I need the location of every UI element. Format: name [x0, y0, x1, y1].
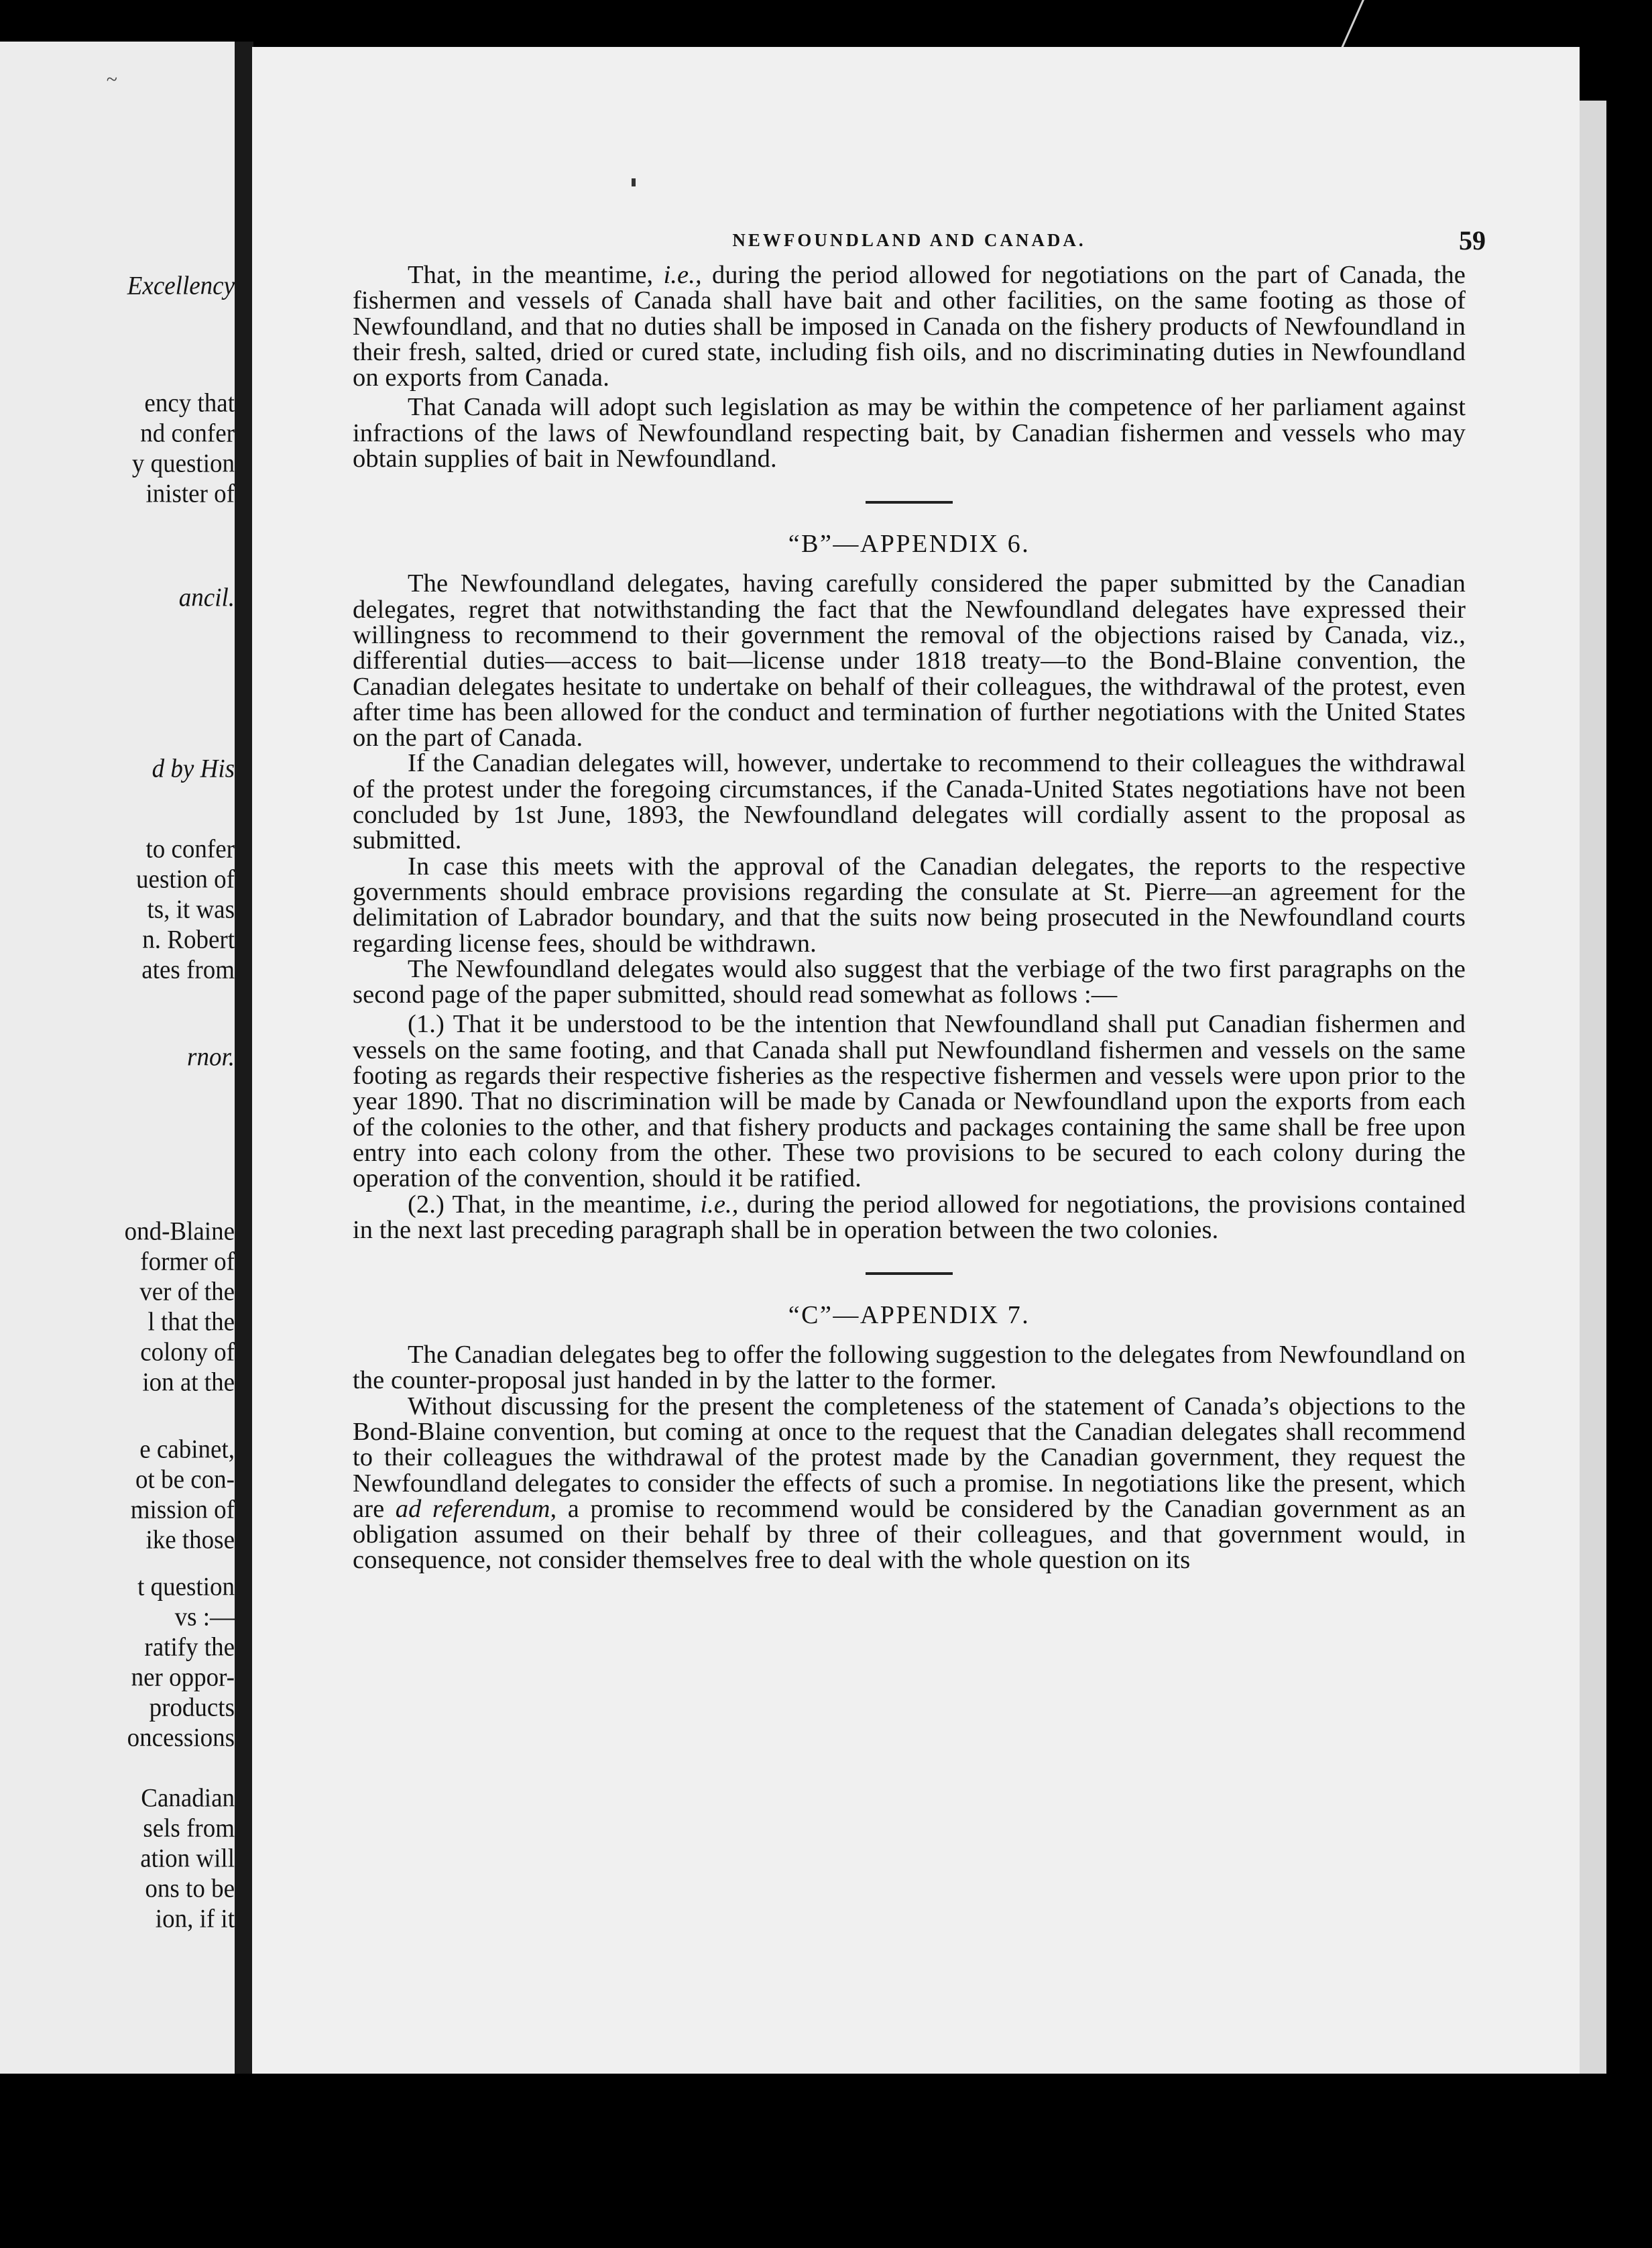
page-content: [353, 225, 1486, 1575]
left-page-fragment: y question: [131, 449, 235, 478]
left-page-fragment: ver of the: [139, 1277, 235, 1306]
appendix-7-section: [353, 1300, 1466, 1573]
left-page-fragment: rnor.: [187, 1042, 235, 1072]
appendix-7-heading: “C”—APPENDIX 7.: [788, 1301, 1030, 1330]
left-page-fragment: ion, if it: [155, 1904, 235, 1933]
left-page-fragment: t question: [137, 1572, 235, 1601]
left-page-fragment: d by His: [152, 754, 235, 783]
left-page-fragment: oncessions: [127, 1723, 235, 1752]
appendix-6-heading: “B”—APPENDIX 6.: [788, 530, 1030, 559]
page-edge: [1580, 101, 1606, 2074]
intro-section: [353, 262, 1466, 471]
appendix-7-paragraph: Without discussing for the present the completeness of the statement of Canada’s objections to the Bond-Blaine convention, but coming at once to the request that the Canadian delegates shall recommend to their colleagues the withdrawal of the protest made by the Canadian government, they request the Newfoundland delegates to consider the effects of such a promise. In negotiations like the present, which are ad referendum, a promise to recommend would be considered by the Canadian government as an obligation assumed on their behalf by three of their colleagues, and that government would, in consequence, not consider themselves free to deal with the whole question on its: [353, 1392, 1466, 1575]
section-divider: [866, 1272, 953, 1275]
appendix-6-paragraph: In case this meets with the approval of the Canadian delegates, the reports to the respective governments should embrace provisions regarding the consulate at St. Pierre—an agreement for the delimitation of Labrador boundary, and that the suits now being prosecuted in the Newfoundland courts regarding license fees, should be withdrawn.: [353, 852, 1466, 958]
scan-speck: [632, 178, 636, 186]
page-gutter: [235, 42, 253, 2074]
left-page-fragment: former of: [140, 1247, 235, 1276]
left-page-fragment: inister of: [145, 479, 235, 508]
left-page-fragment: ates from: [141, 955, 235, 985]
left-page-fragment: ner oppor-: [131, 1663, 235, 1692]
section-divider: [866, 501, 953, 504]
left-page-mark: ~: [106, 68, 117, 91]
appendix-6-section: [353, 529, 1466, 1243]
appendix-6-paragraph: The Newfoundland delegates would also suggest that the verbiage of the two first paragraphs on the second page of the paper submitted, should read somewhat as follows :—: [353, 954, 1466, 1009]
left-page-fragment: nd confer: [140, 418, 235, 448]
left-page-fragment: vs :—: [174, 1602, 235, 1632]
left-page-fragment: ts, it was: [147, 895, 235, 924]
right-page: [252, 47, 1580, 2074]
left-page-fragment: ion at the: [142, 1367, 235, 1397]
appendix-6-paragraph: The Newfoundland delegates, having carefully considered the paper submitted by the Canadian delegates, regret that notwithstanding the fact that the Newfoundland delegates have expressed their willingness to recommend to their government the removal of the objections raised by Canada, viz., differential duties—access to bait—license under 1818 treaty—to the Bond-Blaine convention, the Canadian delegates hesitate to undertake on behalf of their colleagues, the withdrawal of the protest, even after time has been allowed for the conduct and termination of further negotiations with the United States on the part of Canada.: [353, 569, 1466, 752]
left-page-fragment: Canadian: [141, 1783, 235, 1813]
left-page-fragment: ons to be: [145, 1874, 235, 1903]
appendix-6-paragraph: If the Canadian delegates will, however, undertake to recommend to their colleagues the withdrawal of the protest under the foregoing circumstances, if the Canada-United States negotiations have not been concluded by 1st June, 1893, the Newfoundland delegates will cordially assent to the proposal as submitted.: [353, 749, 1466, 855]
appendix-6-numbered-item: (1.) That it be understood to be the intention that Newfoundland shall put Canadian fishermen and vessels on the same footing, and that Canada shall put Newfoundland fishermen and vessels on the same footing as regards their respective fisheries as the respective fishermen and vessels were upon prior to the year 1890. That no discrimination will be made by Canada or Newfoundland upon the exports from each of the colonies to the other, and that fishery products and packages containing the same shall be free upon entry into each colony from the other. These two provisions to be secured to each colony during the operation of the convention, should it be ratified.: [353, 1010, 1466, 1193]
left-page-fragment: ation will: [140, 1844, 235, 1873]
running-head: [353, 225, 1486, 260]
left-page-fragment: mission of: [130, 1495, 235, 1524]
appendix-7-paragraph: The Canadian delegates beg to offer the following suggestion to the delegates from Newfoundland on the counter-proposal just handed in by the latter to the former.: [353, 1341, 1466, 1395]
left-page-fragment: ratify the: [144, 1632, 235, 1662]
running-head-title: NEWFOUNDLAND AND CANADA.: [732, 230, 1086, 250]
left-page-fragment: products: [149, 1693, 235, 1722]
left-page-fragment: uestion of: [136, 864, 235, 894]
left-page-fragment: l that the: [148, 1307, 235, 1337]
left-page-fragment: ond-Blaine: [124, 1217, 235, 1246]
intro-paragraph: That Canada will adopt such legislation as may be within the competence of her parliament against infractions of the laws of Newfoundland respecting bait, by Canadian fishermen and vessels who may obtain supplies of bait in Newfoundland.: [353, 393, 1466, 473]
left-page-fragment: e cabinet,: [139, 1435, 235, 1464]
left-page-fragment: ancil.: [178, 583, 235, 612]
left-page-fragment: ot be con-: [135, 1465, 235, 1494]
left-page-fragment: ike those: [145, 1525, 235, 1555]
appendix-6-numbered-item: (2.) That, in the meantime, i.e., during the period allowed for negotiations, the provisions contained in the next last preceding paragraph shall be in operation between the two colonies.: [353, 1190, 1466, 1244]
left-page-fragment: colony of: [140, 1337, 235, 1367]
left-page: [0, 42, 235, 2074]
left-page-fragment: Excellency: [127, 271, 235, 300]
left-page-fragment: n. Robert: [142, 925, 235, 954]
left-page-fragment: to confer: [145, 834, 235, 864]
left-page-fragment: sels from: [143, 1813, 235, 1843]
page-number: 59: [1459, 225, 1486, 256]
intro-paragraph: That, in the meantime, i.e., during the period allowed for negotiations on the part of Canada, the fishermen and vessels of Canada shall have bait and other facilities, on the same footing as those of Newfoundland, and that no duties shall be imposed in Canada on the fishery products of Newfoundland in their fresh, salted, dried or cured state, including fish oils, and no discriminating duties in Newfoundland on exports from Canada.: [353, 261, 1466, 392]
left-page-fragment: ency that: [144, 388, 235, 418]
